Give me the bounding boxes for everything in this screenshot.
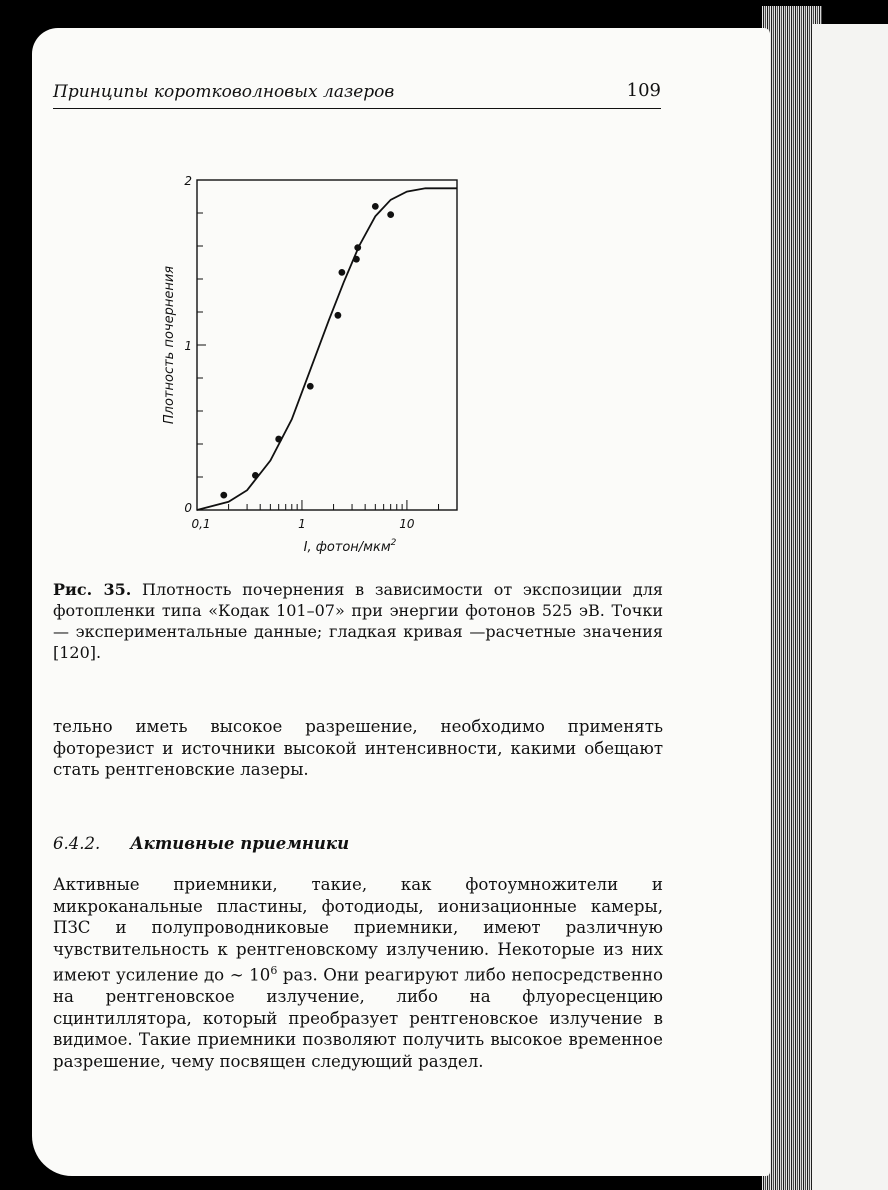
density-exposure-chart bbox=[150, 168, 510, 568]
data-point bbox=[354, 244, 361, 251]
x-tick-label: 0,1 bbox=[191, 517, 211, 531]
page-number: 109 bbox=[626, 80, 661, 101]
data-point bbox=[275, 436, 282, 443]
figure-caption bbox=[53, 579, 663, 663]
chart-ticks bbox=[197, 180, 457, 510]
x-tick-label: 10 bbox=[399, 517, 415, 531]
figure-35 bbox=[150, 168, 510, 568]
data-point bbox=[353, 256, 360, 263]
experimental-points bbox=[220, 203, 394, 499]
data-point bbox=[372, 203, 379, 210]
x-axis-label-text: I, фотон/мкм bbox=[303, 540, 391, 555]
chart-tick-labels bbox=[184, 174, 415, 531]
y-tick-label: 2 bbox=[184, 174, 192, 188]
paragraph-superscript: 6 bbox=[270, 964, 278, 977]
paragraph-text-end: раз. Они реагируют либо непосредственно на рентгеновское излучение, либо на флуоресценцию сцинтиллятора, который преобразует рентгеновское излучение в видимое. Такие приемники позволяют получить высокое временное разрешение, чему посвящен следующий раздел. bbox=[53, 965, 663, 1071]
data-point bbox=[307, 383, 314, 390]
y-axis-label: Плотность почернения bbox=[162, 265, 177, 425]
data-point bbox=[387, 211, 394, 218]
caption-text: Плотность почернения в зависимости от экспозиции для фотопленки типа «Кодак 101–07» при энергии фотонов 525 эВ. Точки — экспериментальные данные; гладкая кривая —расчетные значения [120]. bbox=[53, 580, 663, 662]
paragraph-active-detectors bbox=[53, 874, 663, 1072]
paragraph-continued: тельно иметь высокое разрешение, необходимо применять фоторезист и источники высокой интенсивности, какими обещают стать рентгеновские лазеры. bbox=[53, 717, 663, 779]
plot-frame bbox=[197, 180, 457, 510]
chart-axes bbox=[197, 180, 457, 510]
caption-label: Рис. 35. bbox=[53, 580, 132, 599]
data-point bbox=[338, 269, 345, 276]
x-axis-label bbox=[304, 538, 397, 555]
book-page-edge-light bbox=[812, 24, 888, 1190]
section-heading bbox=[53, 834, 349, 853]
running-head bbox=[53, 82, 661, 109]
y-tick-label: 0 bbox=[184, 501, 192, 515]
paragraph-text-start: Активные приемники, такие, как фотоумножители и микроканальные пластины, фотодиоды, ионизационные камеры, ПЗС и полупроводниковые приемники, имеют различную чувствительность к рентгеновскому излучению. Некоторые из них имеют усиление до ∼ 10 bbox=[53, 875, 663, 985]
data-point bbox=[252, 472, 259, 479]
section-title: Активные приемники bbox=[130, 834, 350, 853]
calculated-curve bbox=[197, 188, 457, 510]
data-point bbox=[220, 492, 227, 499]
x-tick-label: 1 bbox=[298, 517, 306, 531]
running-title: Принципы коротковолновых лазеров bbox=[53, 82, 395, 102]
data-point bbox=[335, 312, 342, 319]
section-number: 6.4.2. bbox=[53, 834, 101, 853]
x-axis-label-superscript: 2 bbox=[390, 538, 397, 548]
y-tick-label: 1 bbox=[184, 339, 192, 353]
